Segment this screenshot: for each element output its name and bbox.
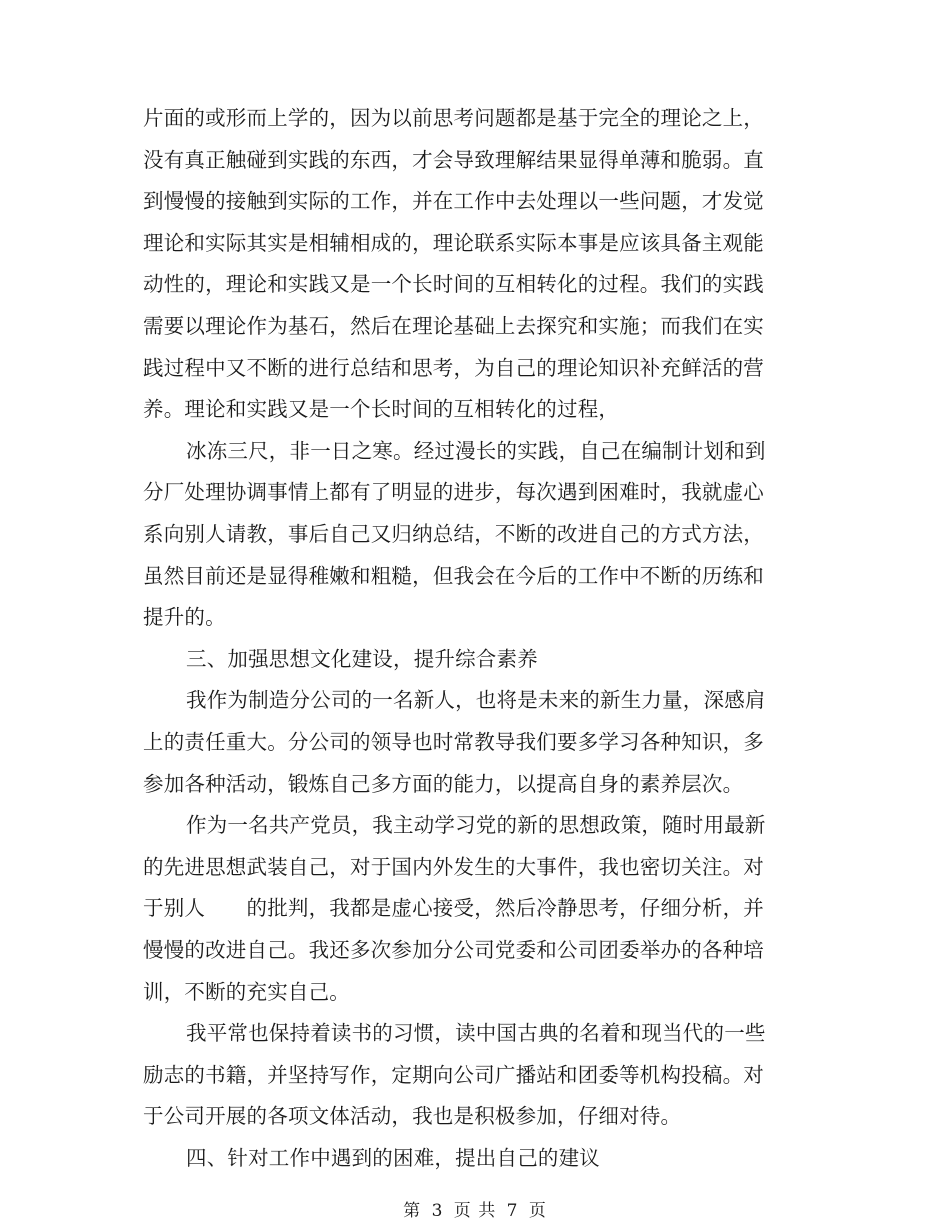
paragraph-line: 于别人 的批判，我都是虚心接受，然后冷静思考，仔细分析，并 [143, 896, 764, 921]
paragraph-line: 作为一名共产党员，我主动学习党的新的思想政策，随时用最新 [186, 813, 766, 838]
paragraph-line: 理论和实际其实是相辅相成的，理论联系实际本事是应该具备主观能 [143, 230, 764, 255]
paragraph-line: 慢慢的改进自己。我还多次参加分公司党委和公司团委举办的各种培 [143, 938, 764, 962]
paragraph-line: 系向别人请教，事后自己又归纳总结，不断的改进自己的方式方法， [143, 522, 764, 546]
footer-mid: 页 共 [453, 1201, 497, 1221]
page-footer [0, 1196, 950, 1221]
paragraph-line: 的先进思想武装自己，对于国内外发生的大事件，我也密切关注。对 [143, 854, 764, 879]
paragraph-line: 我平常也保持着读书的习惯，读中国古典的名着和现当代的一些 [186, 1021, 766, 1046]
section-heading: 四、针对工作中遇到的困难，提出自己的建议 [186, 1146, 600, 1170]
paragraph-line: 没有真正触碰到实践的东西，才会导致理解结果显得单薄和脆弱。直 [143, 147, 764, 172]
paragraph-line: 到慢慢的接触到实际的工作，并在工作中去处理以一些问题，才发觉 [143, 189, 764, 214]
paragraph-line: 需要以理论作为基石，然后在理论基础上去探究和实施；而我们在实 [143, 314, 764, 338]
paragraph-line: 提升的。 [143, 605, 226, 630]
paragraph-line: 践过程中又不断的进行总结和思考，为自己的理论知识补充鲜活的营 [143, 355, 764, 380]
paragraph-line: 上的责任重大。分公司的领导也时常教导我们要多学习各种知识，多 [143, 730, 764, 754]
paragraph-line: 励志的书籍，并坚持写作，定期向公司广播站和团委等机构投稿。对 [143, 1062, 764, 1087]
paragraph-line: 动性的，理论和实践又是一个长时间的互相转化的过程。我们的实践 [143, 272, 764, 297]
section-heading: 三、加强思想文化建设，提升综合素养 [186, 646, 538, 671]
paragraph-line: 训，不断的充实自己。 [143, 979, 350, 1004]
paragraph-line: 片面的或形而上学的，因为以前思考问题都是基于完全的理论之上， [143, 106, 764, 130]
paragraph-line: 分厂处理协调事情上都有了明显的进步，每次遇到困难时，我就虚心 [143, 480, 764, 505]
total-pages-number: 7 [506, 1201, 519, 1221]
paragraph-line: 冰冻三尺，非一日之寒。经过漫长的实践，自己在编制计划和到 [186, 438, 766, 463]
paragraph-line: 养。理论和实践又是一个长时间的互相转化的过程， [143, 397, 620, 422]
paragraph-line: 虽然目前还是显得稚嫩和粗糙，但我会在今后的工作中不断的历练和 [143, 563, 764, 588]
paragraph-line: 我作为制造分公司的一名新人，也将是未来的新生力量，深感肩 [186, 688, 766, 713]
current-page-number: 3 [431, 1201, 444, 1221]
footer-prefix: 第 [403, 1201, 422, 1221]
footer-suffix: 页 [528, 1201, 547, 1221]
paragraph-line: 于公司开展的各项文体活动，我也是积极参加，仔细对待。 [143, 1104, 682, 1129]
paragraph-line: 参加各种活动，锻炼自己多方面的能力，以提高自身的素养层次。 [143, 771, 744, 796]
